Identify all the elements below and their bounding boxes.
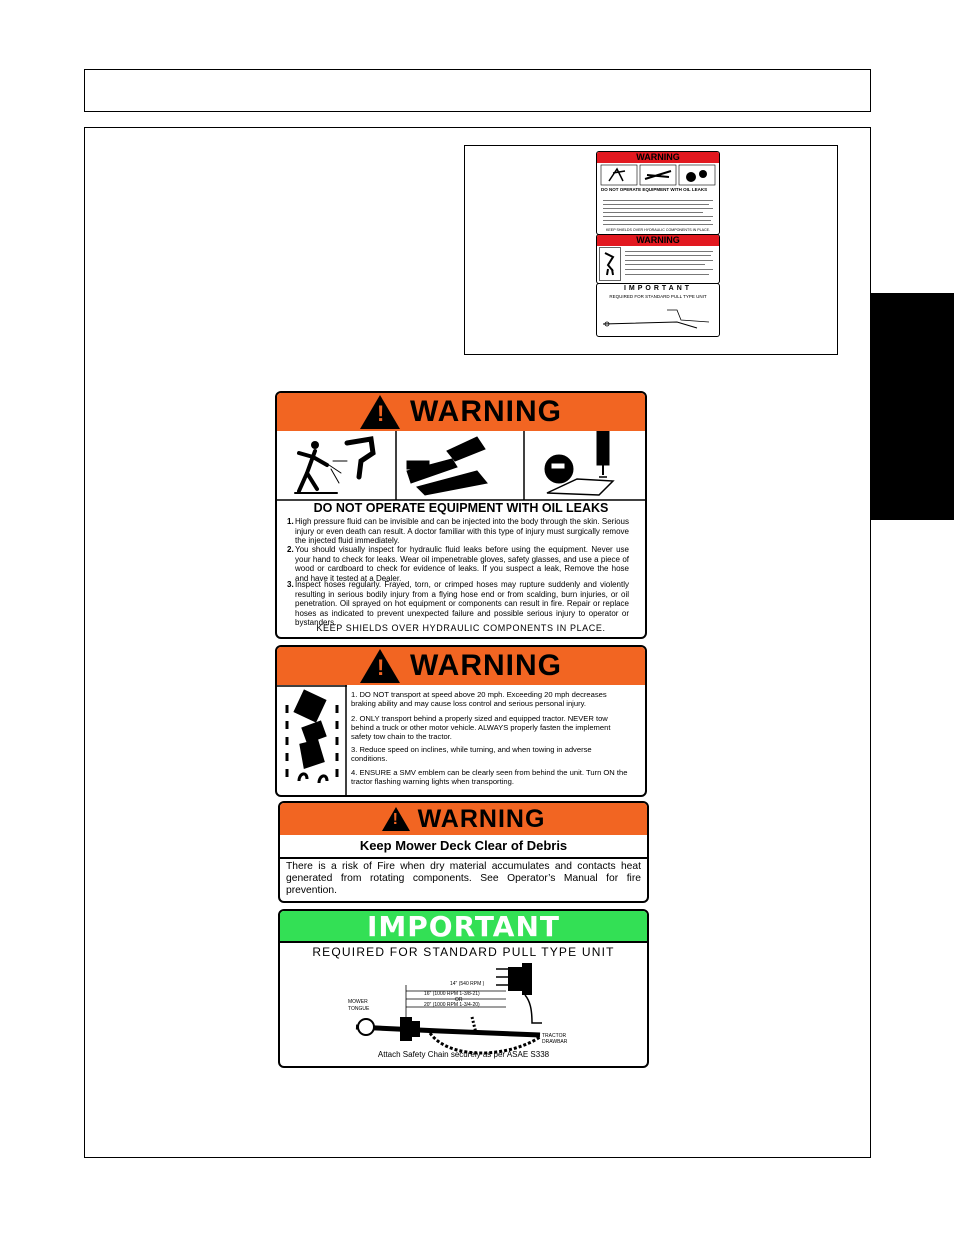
warning-triangle-icon: ! [382,807,410,831]
oil-item-2-text: You should visually inspect for hydraulic fluid leaks before using the equipment. Never use your hand to check for leaks. Wear oil impenetrable gloves, safety glasses, and use a piece of wood or cardboard to check for evidence of leaks. If you suspect a leak, Remove the hose and have it tested at a Dealer. [295,545,629,583]
warning-title: WARNING [410,395,562,428]
transport-item-3: 3. Reduce speed on inclines, while turning, and when towing in adverse conditions. [351,745,592,763]
debris-warning-banner [280,803,647,835]
transport-warning-title: WARNING [410,649,562,682]
important-decal-pull-unit [278,909,649,1068]
oil-warning-heading: DO NOT OPERATE EQUIPMENT WITH OIL LEAKS [313,501,609,515]
decal-thumbnail-box [464,145,838,355]
tractor-tow-icon [287,691,337,783]
important-title: IMPORTANT [366,909,561,943]
oil-item-3-num: 3. [287,580,294,589]
oil-warning-footer: KEEP SHIELDS OVER HYDRAULIC COMPONENTS IN PLACE. [316,623,606,633]
thumb-transport-pictogram [599,247,621,281]
thumb-warning-transport-title: WARNING [597,235,719,246]
warning-banner [277,393,645,431]
oil-item-1-text: High pressure fluid can be invisible and can be injected into the body through the skin. Serious injury or even death can result. A doctor familiar with this type of injury must surgically remove the injected fluid immediately. [295,517,629,545]
hitch-diagram [280,961,647,1056]
transport-pictogram [277,685,347,795]
thumb-warning-oil-title: WARNING [597,152,719,163]
fluid-injection-icon [295,439,373,493]
dim-540: 14" (540 RPM ) [450,981,485,987]
dim-20in: 20" (1000 RPM 1-3/4-20) [424,1002,480,1008]
transport-item-2: 2. ONLY transport behind a properly sized and equipped tractor. NEVER tow behind a truck or other motor vehicle. ALWAYS properly fasten the implement safety tow chain to the tractor. [351,714,611,741]
transport-item-4: 4. ENSURE a SMV emblem can be clearly seen from behind the unit. Turn ON the tractor flashing warning lights when transporting. [351,768,628,786]
label-drawbar: DRAWBAR [542,1039,568,1045]
thumb-warning-transport [596,234,720,284]
dim-16in: 16" (1000 RPM 1-3/8-21) [424,991,480,997]
dim-or: OR [455,997,463,1003]
debris-body: There is a risk of Fire when dry material accumulates and contacts heat generated from rotating components. See Operator’s Manual for fire prevention. [286,861,641,896]
thumb-important [596,283,720,337]
oil-item-3-text: Inspect hoses regularly. Frayed, torn, or crimped hoses may rupture suddenly and violently resulting in serious bodily injury from a flying hose end or from scalding, burn injuries, or oil penetration. Oil sprayed on hot equipment or components can result in fire. Repair or replace hoses as indicated to prevent unexpected failure and possible serious injury to operator or bystanders. [295,580,629,627]
warning-decal-oil-leaks [275,391,647,639]
thumb-warning-oil-heading: DO NOT OPERATE EQUIPMENT WITH OIL LEAKS [601,187,708,192]
important-banner [280,911,647,941]
label-mower: MOWER [348,999,368,1005]
oil-item-3 [287,580,629,628]
warning-triangle-icon: ! [360,649,400,683]
hazard-pictograms [277,431,645,501]
section-tab [870,293,954,520]
thumb-pictograms [597,163,719,187]
header-frame [84,69,871,112]
inspect-cardboard-icon [545,431,613,495]
thumb-warning-oil-footer: KEEP SHIELDS OVER HYDRAULIC COMPONENTS IN PLACE. [606,228,710,232]
thumb-important-subtitle: REQUIRED FOR STANDARD PULL TYPE UNIT [609,294,707,299]
hand-hose-icon [407,437,487,495]
oil-item-1-num: 1. [287,517,294,526]
important-footer: Attach Safety Chain securely as per ASAE S338 [377,1050,550,1059]
oil-item-1 [287,517,629,546]
important-subtitle: REQUIRED FOR STANDARD PULL TYPE UNIT [280,941,647,961]
thumb-warning-oil [596,151,720,235]
debris-heading: Keep Mower Deck Clear of Debris [280,835,647,859]
label-tractor: TRACTOR [542,1033,567,1039]
debris-warning-title: WARNING [417,804,546,833]
oil-item-2 [287,545,629,583]
warning-triangle-icon: ! [360,395,400,429]
label-tongue: TONGUE [348,1006,370,1012]
warning-decal-transport [275,645,647,797]
transport-item-1: 1. DO NOT transport at speed above 20 mph. Exceeding 20 mph decreases braking ability and may cause loss control and serious personal injury. [351,690,607,708]
thumb-hitch-diagram [597,300,719,334]
thumb-important-title: IMPORTANT [623,285,693,292]
oil-item-2-num: 2. [287,545,294,554]
warning-decal-debris [278,801,649,903]
transport-warning-banner [277,647,645,685]
